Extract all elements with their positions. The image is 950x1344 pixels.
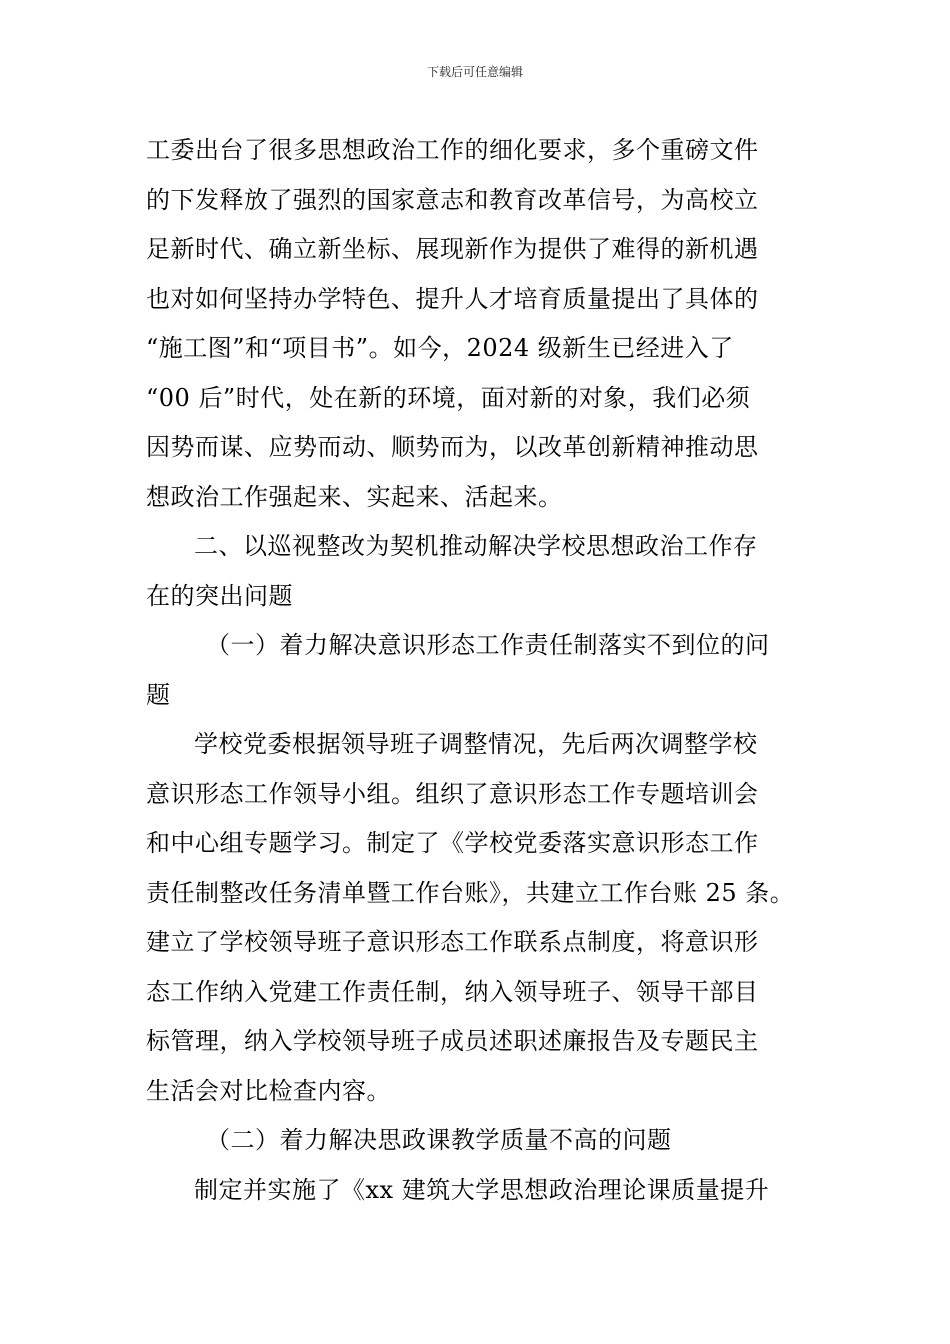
text-line: 生活会对比检查内容。 (146, 1076, 391, 1105)
text-line: 足新时代、确立新坐标、展现新作为提供了难得的新机遇 (146, 235, 759, 263)
text-line: 制定并实施了《xx 建筑大学思想政治理论课质量提升 (194, 1175, 770, 1204)
text-line: 工委出台了很多思想政治工作的细化要求，多个重磅文件 (146, 136, 759, 164)
text-line: 态工作纳入党建工作责任制，纳入领导班子、领导干部目 (146, 977, 759, 1006)
text-line: 标管理，纳入学校领导班子成员述职述廉报告及专题民主 (146, 1027, 759, 1055)
text-line: “施工图”和“项目书”。如今，2024 级新生已经进入了 (146, 334, 734, 362)
subsection-heading: （二）着力解决思政课教学质量不高的问题 (206, 1126, 672, 1154)
text-line: 意识形态工作领导小组。组织了意识形态工作专题培训会 (146, 779, 759, 808)
text-line: 的下发释放了强烈的国家意志和教育改革信号，为高校立 (146, 185, 759, 214)
text-line: 想政治工作强起来、实起来、活起来。 (146, 482, 563, 511)
text-line: 和中心组专题学习。制定了《学校党委落实意识形态工作 (146, 829, 759, 857)
text-line: “00 后”时代，处在新的环境，面对新的对象，我们必须 (146, 383, 751, 412)
text-line: 学校党委根据领导班子调整情况，先后两次调整学校 (194, 730, 758, 758)
text-line: 因势而谋、应势而动、顺势而为，以改革创新精神推动思 (146, 433, 759, 461)
subsection-heading: （一）着力解决意识形态工作责任制落实不到位的问 (206, 631, 770, 659)
text-line: 也对如何坚持办学特色、提升人才培育质量提出了具体的 (146, 284, 759, 313)
section-heading-continued: 在的突出问题 (146, 581, 293, 610)
text-line: 建立了学校领导班子意识形态工作联系点制度，将意识形 (146, 928, 759, 956)
page-header: 下载后可任意编辑 (426, 65, 523, 79)
document-body (146, 126, 836, 1215)
text-line: 责任制整改任务清单暨工作台账》，共建立工作台账 25 条。 (146, 878, 795, 907)
subsection-heading-continued: 题 (146, 680, 171, 709)
section-heading: 二、以巡视整改为契机推动解决学校思想政治工作存 (194, 532, 758, 560)
